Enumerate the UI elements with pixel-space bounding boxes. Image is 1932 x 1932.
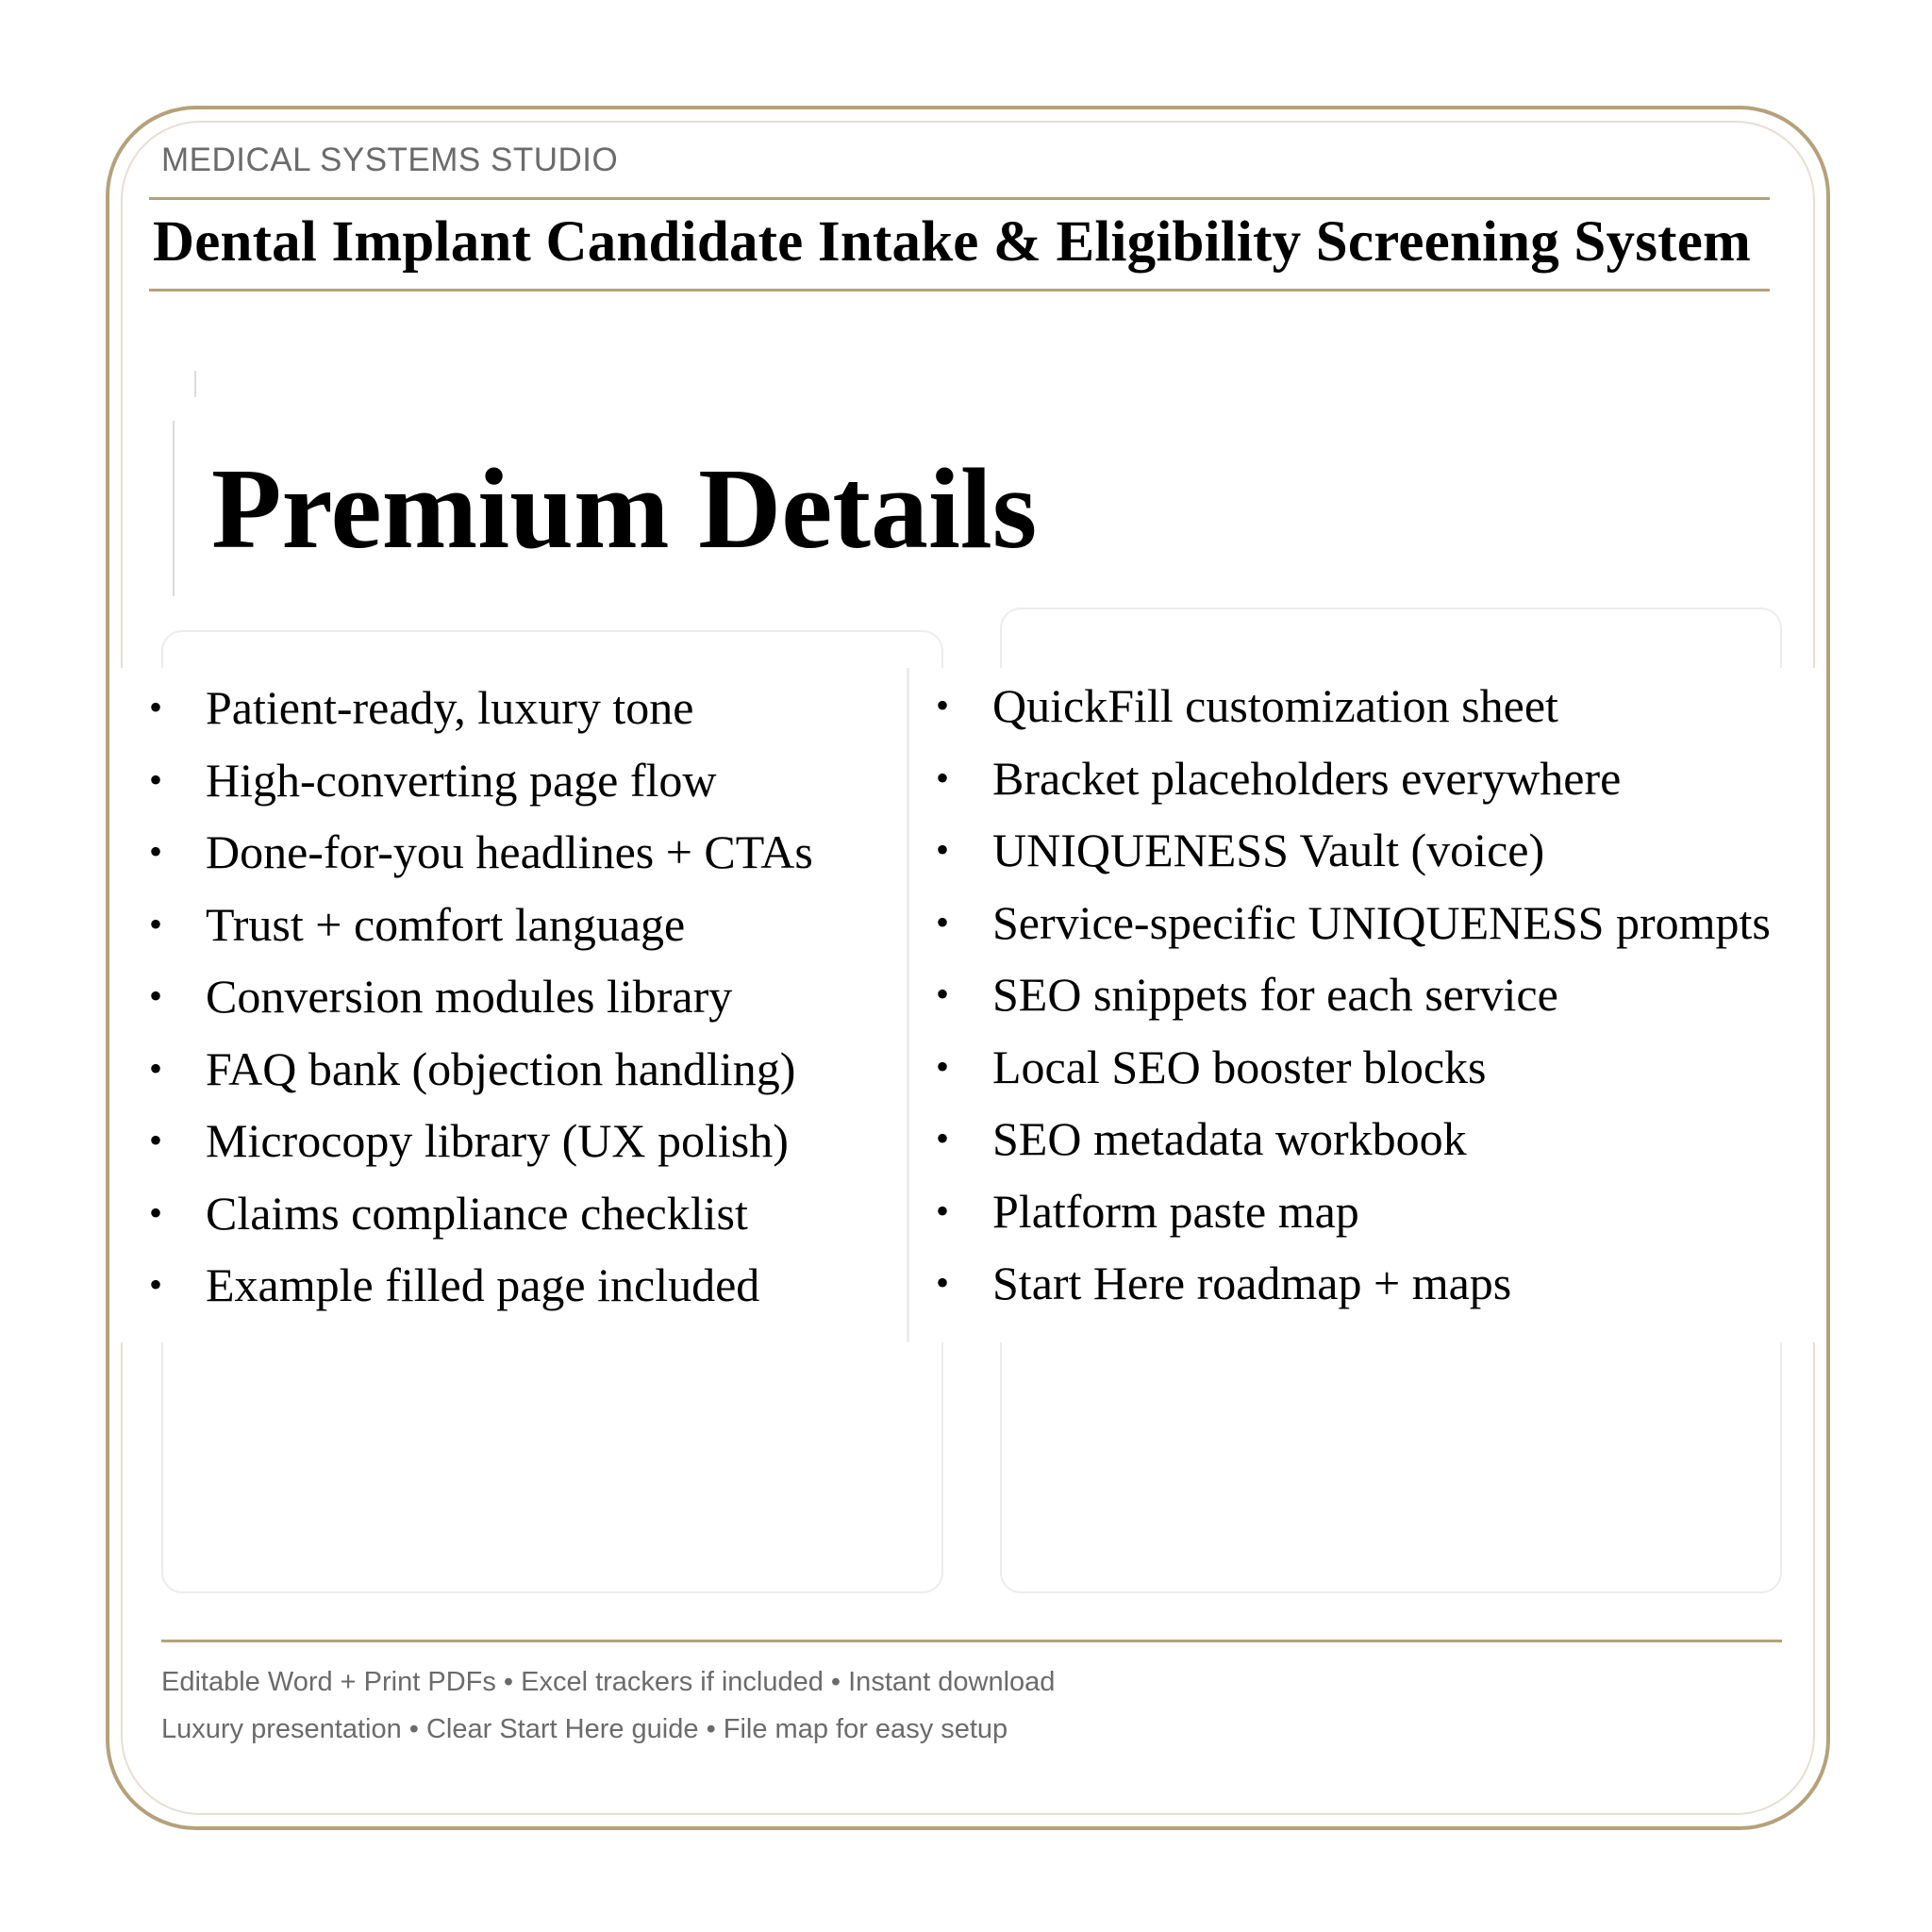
- section-heading: Premium Details: [211, 445, 1038, 573]
- column-divider: [907, 668, 909, 1342]
- bullet-icon: •: [936, 1044, 950, 1088]
- list-item: • Done-for-you headlines + CTAs: [149, 816, 813, 889]
- header-rule-top: [149, 197, 1770, 200]
- bullet-icon: •: [936, 828, 950, 871]
- document-title: Dental Implant Candidate Intake & Eligibility Screening System: [153, 210, 1751, 274]
- list-item: • Start Here roadmap + maps: [936, 1247, 1771, 1320]
- list-item: • SEO metadata workbook: [936, 1103, 1771, 1175]
- bullet-icon: •: [149, 1191, 163, 1234]
- footer-line-2: Luxury presentation • Clear Start Here guide • File map for easy setup: [161, 1714, 1008, 1744]
- list-item: • Patient-ready, luxury tone: [149, 672, 813, 744]
- footer-line-1: Editable Word + Print PDFs • Excel trackers if included • Instant download: [161, 1667, 1056, 1697]
- bullet-icon: •: [936, 1261, 950, 1304]
- bullet-icon: •: [936, 1117, 950, 1159]
- list-item: • Conversion modules library: [149, 960, 813, 1033]
- bullet-icon: •: [936, 1189, 950, 1232]
- list-item: • Trust + comfort language: [149, 889, 813, 961]
- list-item: • Platform paste map: [936, 1175, 1771, 1248]
- list-item: • Microcopy library (UX polish): [149, 1105, 813, 1177]
- list-item: • Local SEO booster blocks: [936, 1031, 1771, 1104]
- bullet-icon: •: [149, 830, 163, 873]
- decorative-tick: [194, 371, 196, 397]
- brand-label: MEDICAL SYSTEMS STUDIO: [161, 142, 619, 178]
- bullet-icon: •: [149, 1263, 163, 1306]
- list-item: • SEO snippets for each service: [936, 958, 1771, 1031]
- bullet-icon: •: [936, 900, 950, 943]
- features-list-right: [936, 670, 1771, 1320]
- bullet-icon: •: [149, 902, 163, 945]
- bullet-icon: •: [149, 1046, 163, 1090]
- list-item: • UNIQUENESS Vault (voice): [936, 814, 1771, 887]
- bullet-icon: •: [149, 1119, 163, 1161]
- list-item: • FAQ bank (objection handling): [149, 1033, 813, 1106]
- list-item: • High-converting page flow: [149, 744, 813, 817]
- list-item: • Bracket placeholders everywhere: [936, 742, 1771, 815]
- footer-rule: [161, 1640, 1782, 1642]
- bullet-icon: •: [149, 758, 163, 801]
- header-rule-bottom: [149, 289, 1770, 291]
- bullet-icon: •: [149, 974, 163, 1017]
- list-item: • Claims compliance checklist: [149, 1177, 813, 1250]
- bullet-icon: •: [936, 756, 950, 799]
- list-item: • Example filled page included: [149, 1249, 813, 1322]
- decorative-tick: [173, 421, 175, 596]
- list-item: • QuickFill customization sheet: [936, 670, 1771, 742]
- bullet-icon: •: [149, 686, 163, 728]
- bullet-icon: •: [936, 684, 950, 726]
- features-list-left: [149, 672, 813, 1322]
- bullet-icon: •: [936, 973, 950, 1015]
- list-item: • Service-specific UNIQUENESS prompts: [936, 887, 1771, 959]
